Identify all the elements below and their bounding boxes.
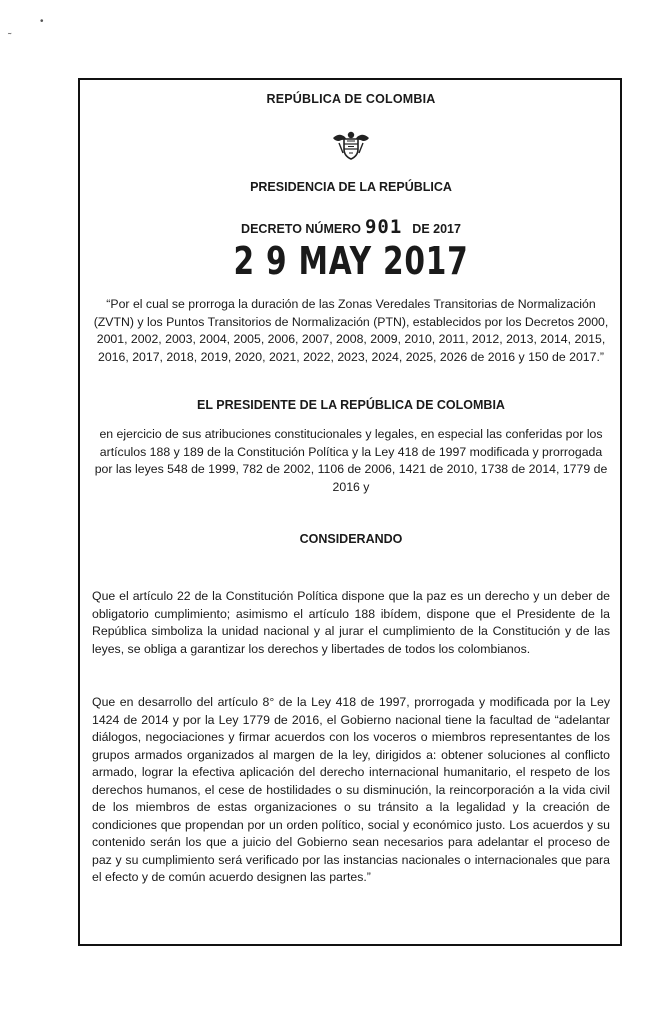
president-heading: EL PRESIDENTE DE LA REPÚBLICA DE COLOMBIA <box>197 398 505 412</box>
decree-label: DECRETO NÚMERO <box>241 222 361 236</box>
document-content <box>84 80 618 887</box>
scan-mark-top: • <box>40 16 44 27</box>
decree-number: 901 <box>364 216 403 238</box>
considerando-heading: CONSIDERANDO <box>299 532 403 546</box>
decree-year: DE 2017 <box>412 222 461 236</box>
coat-of-arms-icon <box>84 130 618 160</box>
scan-mark-left: ˜ <box>8 32 12 43</box>
country-heading: REPÚBLICA DE COLOMBIA <box>266 92 436 106</box>
decree-line <box>84 216 618 238</box>
considerando-paragraph-2: Que en desarrollo del artículo 8° de la Ley 418 de 1997, prorrogada y modificada por la Ley 1424 de 2014 y por la Ley 1779 de 2016, el Gobierno nacional tiene la facultad de “adelantar diálogos, negociaciones y firmar acuerdos con los voceros o miembros representantes de los grupos armados organizados al margen de la ley, dirigidos a: obtener soluciones al conflicto armado, lograr la efectiva aplicación del derecho internacional humanitario, el respeto de los derechos humanos, el cese de hostilidades o su disminución, la reincorporación a la vida civil de los miembros de estas organizaciones o su tránsito a la legalidad y la creación de condiciones que propendan por un orden político, social y económico justo. Los acuerdos y su contenido serán los que a juicio del Gobierno sean necesarios para adelantar el proceso de paz y su cumplimiento será verificado por las instancias nacionales o internacionales que para el efecto y de común acuerdo designen las partes.” <box>92 695 610 884</box>
considerando-paragraph-1: Que el artículo 22 de la Constitución Política dispone que la paz es un derecho y un deber de obligatorio cumplimiento; asimismo el artículo 188 ibídem, dispone que el Presidente de la República simboliza la unidad nacional y al jurar el cumplimiento de la Constitución y de las leyes, se obliga a garantizar los derechos y libertades de todos los colombianos. <box>92 589 610 656</box>
decree-epigraph: “Por el cual se prorroga la duración de las Zonas Veredales Transitorias de Normalización (ZVTN) y los Puntos Transitorios de Normalización (PTN), establecidos por los Decretos 2000, 2001, 2002, 2003, 2004, 2005, 2006, 2007, 2008, 2009, 2010, 2011, 2012, 2013, 2014, 2015, 2016, 2017, 2018, 2019, 2020, 2021, 2022, 2023, 2024, 2025, 2026 de 2016 y 150 de 2017.” <box>93 297 609 364</box>
office-heading: PRESIDENCIA DE LA REPÚBLICA <box>250 180 452 194</box>
date-stamp: 2 9 MAY 2017 <box>233 239 469 283</box>
faculties-text: en ejercicio de sus atribuciones constitucionales y legales, en especial las conferidas por los artículos 188 y 189 de la Constitución Política y la Ley 418 de 1997 modificada y prorrogada por las leyes 548 de 1999, 782 de 2002, 1106 de 2006, 1421 de 2010, 1738 de 2014, 1779 de 2016 y <box>94 427 608 494</box>
